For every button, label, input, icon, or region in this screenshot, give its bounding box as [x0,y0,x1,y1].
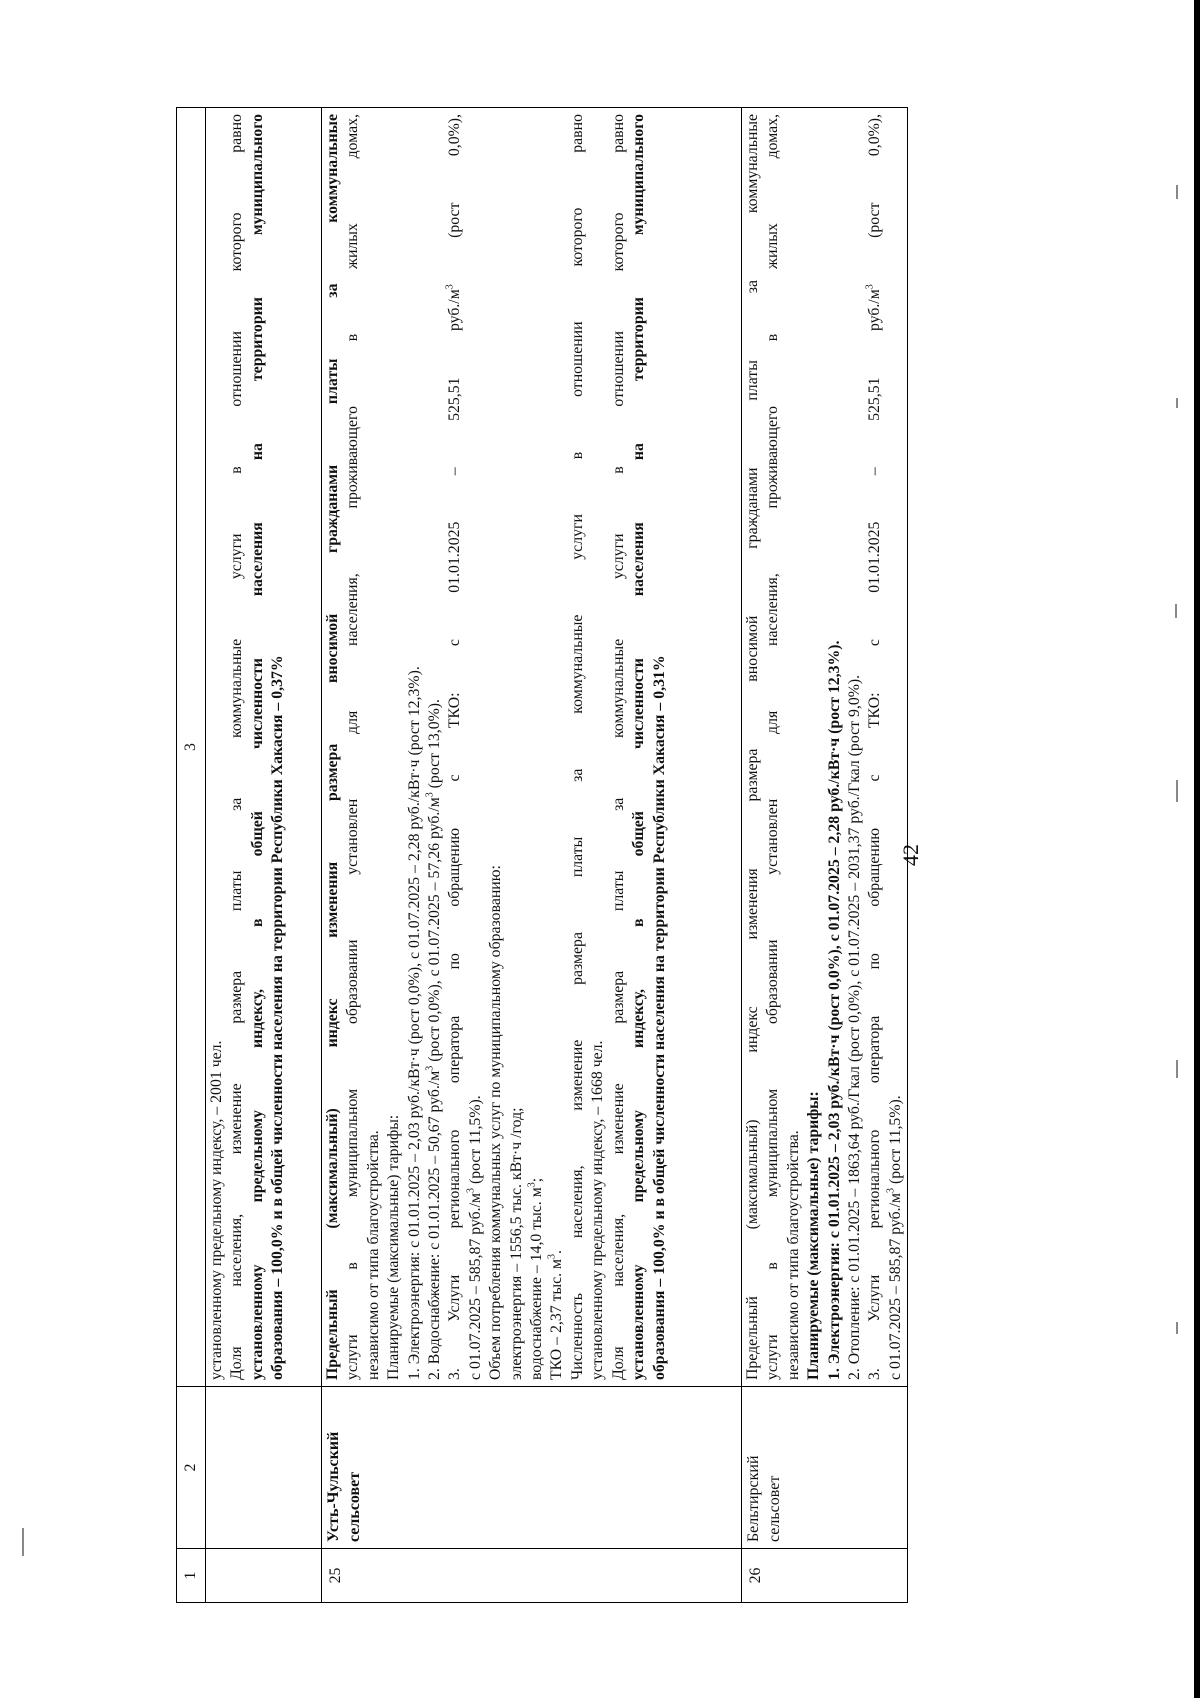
text-line: образования – 100,0% и в общей численности населения на территории Республики Хакасия – 0,31% [650,655,668,1380]
text-line: Планируемые (максимальные) тарифы: [385,1114,403,1380]
text-line: водоснабжение – 14,0 тыс. $м^3$; [526,1177,546,1380]
text-line: образования – 100,0% и в общей численности населения на территории Республики Хакасия – 0,37% [269,655,287,1380]
description-cell [742,108,908,1387]
text-line: 3. Услуги регионального оператора по обращению с ТКО: с 01.01.2025 – 525,51 $руб./м^3$ (рост 0,0%), [445,114,464,1380]
text-line: ТКО – 2,37 тыс. $м^3$. [547,1250,566,1380]
text-line: 1. Электроэнергия: с 01.01.2025 – 2,03 руб./кВт·ч (рост 0,0%), с 01.07.2025 – 2,28 руб./кВт·ч (рост 12,3%). [405,666,423,1380]
row-number: 25 [322,1549,742,1603]
text-line: услуги в муниципальном образовании установлен для населения, проживающего в жилых домах, [764,114,782,1380]
text-line: независимо от типа благоустройства. [364,1130,382,1380]
municipality-name: Бельтирский сельсовет [742,1387,908,1549]
row-number-cell [206,1549,322,1603]
municipality-cell [206,1387,322,1549]
header-col-2: 2 [177,1387,206,1549]
text-line: 2. Отопление: с 01.01.2025 – 1863,64 руб./Гкал (рост 0,0%), с 01.07.2025 – 2031,37 руб./Гкал (рост 9,0%). [846,674,864,1380]
text-line: Численность населения, изменение размера платы за коммунальные услуги в отношении которого равно [568,114,586,1380]
table-row [742,108,908,1603]
header-col-3: 3 [177,108,206,1387]
text-line: Предельный (максимальный) индекс изменения размера вносимой гражданами платы за коммунальные [324,114,341,1380]
text-line: установленному предельному индексу, – 2001 чел. [208,1040,225,1380]
description-cell [322,108,742,1387]
description-cell [206,108,322,1387]
text-line: Предельный (максимальный) индекс изменения размера вносимой гражданами платы за коммунальные [744,114,761,1380]
text-line: услуги в муниципальном образовании установлен для населения, проживающего в жилых домах, [344,114,362,1380]
row-number: 26 [742,1549,908,1603]
table-row-continuation [206,108,322,1603]
text-line: 2. Водоснабжение: с 01.01.2025 – 50,67 $руб./м^3$ (рост 0,0%), с 01.07.2025 – 57,26 $руб./м^3$ (рост 13,0%). [424,699,444,1380]
tariff-table [176,107,908,1603]
text-line: Доля населения, изменение размера платы за коммунальные услуги в отношении которого равно [609,114,627,1380]
table-row [322,108,742,1603]
text-line: электроэнергия – 1556,5 тыс. кВт·ч /год; [507,1107,525,1380]
municipality-name: Усть-Чульский сельсовет [322,1387,742,1549]
text-line: Доля населения, изменение размера платы за коммунальные услуги в отношении которого равно [228,114,246,1380]
text-line: 1. Электроэнергия: с 01.01.2025 – 2,03 руб./кВт·ч (рост 0,0%), с 01.07.2025 – 2,28 руб./кВт·ч (рост 12,3%). [825,640,843,1380]
text-line: 3. Услуги регионального оператора по обращению с ТКО: с 01.01.2025 – 525,51 $руб./м^3$ (рост 0,0%), [865,114,884,1380]
scan-edge [1194,0,1200,1698]
text-line: установленному предельному индексу, в общей численности населения на территории муниципального [630,114,648,1380]
header-col-1: 1 [177,1549,206,1603]
page-number: 42 [898,844,923,866]
text-line: с 01.07.2025 – 585,87 $руб./м^3$ (рост 11,5%). [465,1095,484,1380]
text-line: установленному предельному индексу, в общей численности населения на территории муниципального [248,114,266,1380]
rotated-page [176,107,923,1603]
text-line: независимо от типа благоустройства. [784,1130,802,1380]
text-line: Планируемые (максимальные) тарифы: [805,1091,823,1380]
text-line: установленному предельному индексу, – 1668 чел. [589,1040,607,1380]
table-header-row [177,108,206,1603]
text-line: с 01.07.2025 – 585,87 $руб./м^3$ (рост 11,5%). [885,1095,904,1380]
text-line: Объем потребления коммунальных услуг по муниципальному образованию: [487,865,505,1380]
